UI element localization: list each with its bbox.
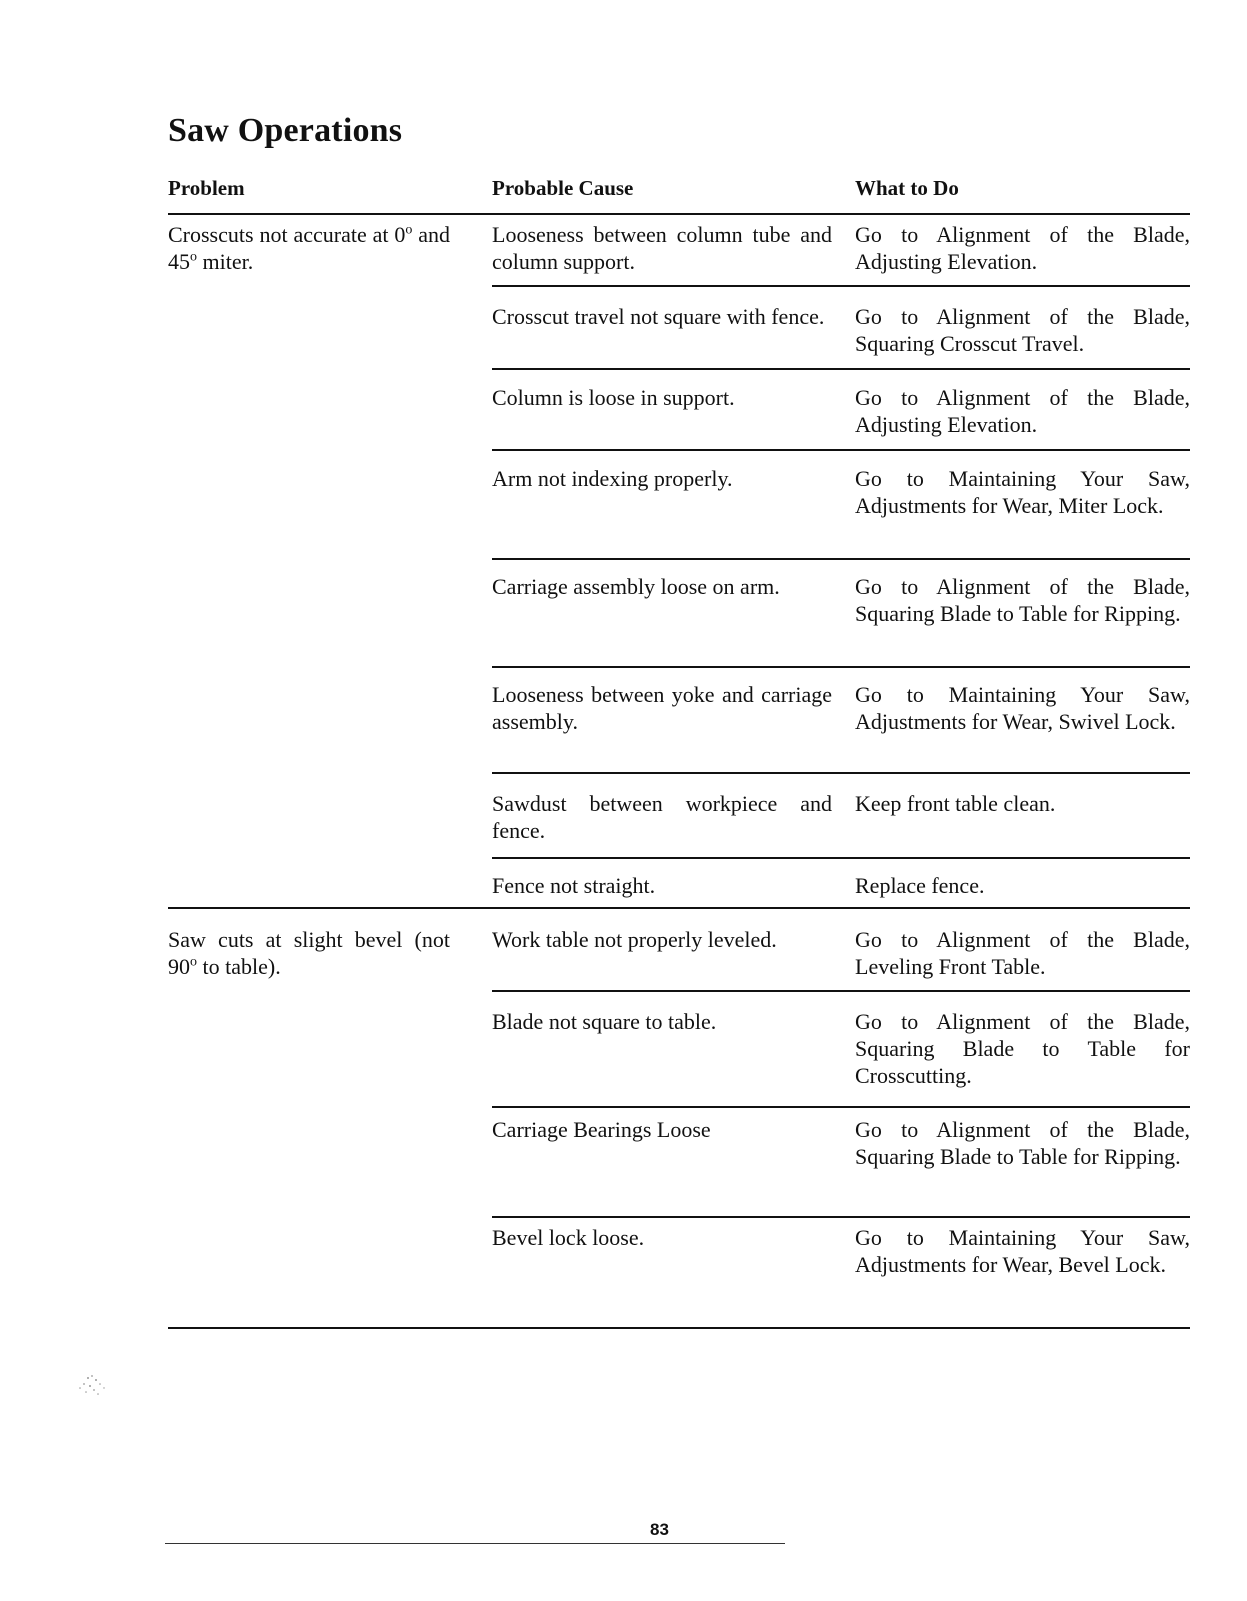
problem-text-part: to table). bbox=[197, 954, 281, 979]
what-to-do: Go to Maintaining Your Saw, Adjustments for Wear, Bevel Lock. bbox=[855, 1225, 1190, 1277]
problem-text-part: Crosscuts not accurate at 0 bbox=[168, 222, 406, 247]
column-header-problem: Problem bbox=[168, 176, 245, 200]
row-rule bbox=[492, 1106, 1190, 1108]
column-header-what-to-do: What to Do bbox=[855, 176, 959, 200]
what-to-do: Go to Alignment of the Blade, Adjusting Elevation. bbox=[855, 385, 1190, 437]
probable-cause: Carriage assembly loose on arm. bbox=[492, 574, 780, 599]
scan-speck bbox=[70, 1368, 118, 1408]
footer-rule bbox=[165, 1543, 785, 1544]
probable-cause: Bevel lock loose. bbox=[492, 1225, 645, 1250]
problem-text-part: and 45 bbox=[168, 222, 451, 274]
group-rule bbox=[168, 1327, 1190, 1329]
group-rule bbox=[168, 907, 1190, 909]
what-to-do: Go to Alignment of the Blade, Squaring Blade to Table for Crosscutting. bbox=[855, 1009, 1190, 1088]
row-rule bbox=[492, 449, 1190, 451]
probable-cause: Work table not properly leveled. bbox=[492, 927, 777, 952]
probable-cause: Arm not indexing properly. bbox=[492, 466, 733, 491]
row-rule bbox=[492, 368, 1190, 370]
problem-text-part: miter. bbox=[197, 249, 254, 274]
problem-text bbox=[168, 926, 450, 980]
what-to-do: Go to Alignment of the Blade, Squaring Crosscut Travel. bbox=[855, 304, 1190, 356]
page-number: 83 bbox=[650, 1520, 669, 1539]
probable-cause: Carriage Bearings Loose bbox=[492, 1117, 711, 1142]
probable-cause: Blade not square to table. bbox=[492, 1009, 717, 1034]
probable-cause: Crosscut travel not square with fence. bbox=[492, 304, 825, 329]
what-to-do: Go to Alignment of the Blade, Adjusting Elevation. bbox=[855, 222, 1190, 274]
row-rule bbox=[492, 285, 1190, 287]
what-to-do: Go to Alignment of the Blade, Squaring Blade to Table for Ripping. bbox=[855, 1117, 1190, 1169]
what-to-do: Go to Maintaining Your Saw, Adjustments for Wear, Swivel Lock. bbox=[855, 682, 1190, 734]
row-rule bbox=[492, 772, 1190, 774]
page-title: Saw Operations bbox=[168, 112, 403, 149]
what-to-do: Replace fence. bbox=[855, 873, 985, 898]
what-to-do: Go to Alignment of the Blade, Leveling Front Table. bbox=[855, 927, 1190, 979]
problem-text bbox=[168, 221, 450, 275]
row-rule bbox=[492, 1216, 1190, 1218]
row-rule bbox=[492, 558, 1190, 560]
probable-cause: Sawdust between workpiece and fence. bbox=[492, 791, 832, 843]
what-to-do: Keep front table clean. bbox=[855, 791, 1056, 816]
problem-text-part: Saw cuts at slight bevel (not 90 bbox=[168, 927, 450, 979]
column-header-probable-cause: Probable Cause bbox=[492, 176, 634, 200]
row-rule bbox=[492, 857, 1190, 859]
degree-mark: o bbox=[190, 954, 197, 970]
probable-cause: Looseness between yoke and carriage assembly. bbox=[492, 682, 832, 734]
what-to-do: Go to Maintaining Your Saw, Adjustments for Wear, Miter Lock. bbox=[855, 466, 1190, 518]
probable-cause: Looseness between column tube and column support. bbox=[492, 222, 832, 274]
probable-cause: Fence not straight. bbox=[492, 873, 656, 898]
degree-mark: o bbox=[190, 249, 197, 265]
header-rule bbox=[168, 213, 1190, 215]
degree-mark: o bbox=[405, 222, 413, 238]
row-rule bbox=[492, 990, 1190, 992]
probable-cause: Column is loose in support. bbox=[492, 385, 735, 410]
what-to-do: Go to Alignment of the Blade, Squaring Blade to Table for Ripping. bbox=[855, 574, 1190, 626]
row-rule bbox=[492, 666, 1190, 668]
